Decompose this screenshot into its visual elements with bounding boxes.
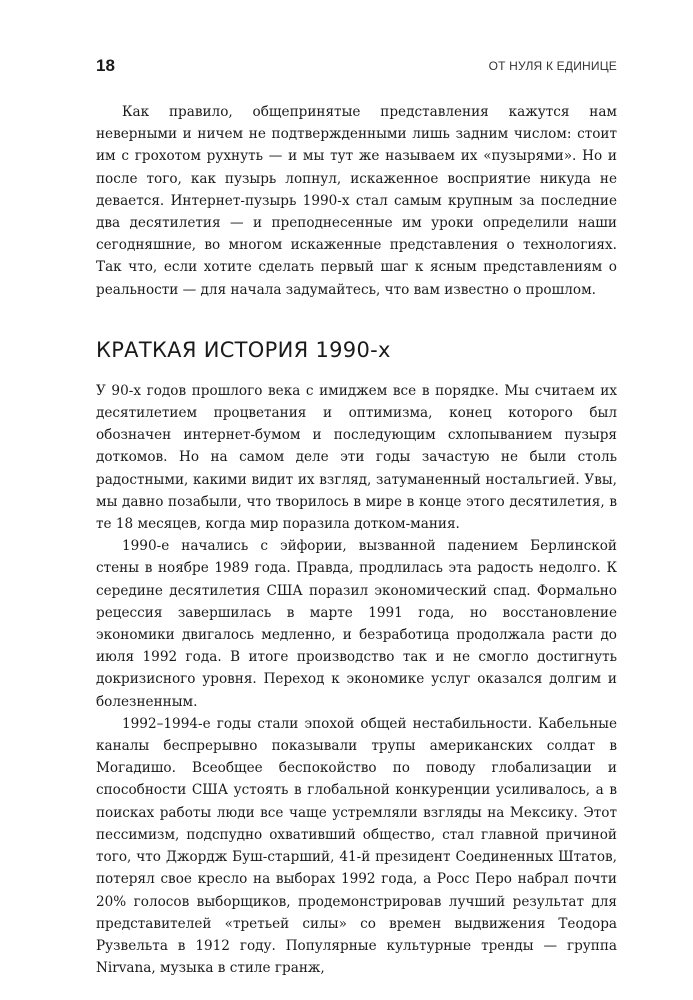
page-header [96, 50, 617, 80]
section-heading: КРАТКАЯ ИСТОРИЯ 1990-х [96, 337, 391, 362]
page-number: 18 [96, 56, 115, 75]
section-paragraph-2: 1990-е начались с эйфории, вызванной падением Берлинской стены в ноябре 1989 года. Правда, продлилась эта радость недолго. К середине десятилетия США поразил экономический спад. Формально рецессия завершилась в марте 1991 года, но восстановление экономики двигалось медленно, и безработица продолжала расти до июля 1992 года. В итоге производство так и не смогло достигнуть докризисного уровня. Переход к экономике услуг оказался долгим и болезненным. [96, 538, 617, 710]
section-paragraph-3: 1992–1994-е годы стали эпохой общей нестабильности. Кабельные каналы беспрерывно показывали трупы американских солдат в Могадишо. Всеобщее беспокойство по поводу глобализации и способности США устоять в глобальной конкуренции усиливалось, а в поисках работы люди все чаще устремляли взгляды на Мексику. Этот пессимизм, подспудно охвативший общество, стал главной причиной того, что Джордж Буш-старший, 41-й президент Соединенных Штатов, потерял свое кресло на выборах 1992 года, а Росс Перо набрал почти 20% голосов выборщиков, продемонстрировав лучший результат для представителей «третьей силы» со времен выдвижения Теодора Рузвельта в 1912 году. Популярные культурные тренды — группа Nirvana, музыка в стиле гранж, [96, 715, 617, 977]
page-body [96, 101, 617, 979]
running-title: ОТ НУЛЯ К ЕДИНИЦЕ [488, 59, 617, 73]
intro-paragraph: Как правило, общепринятые представления кажутся нам неверными и ничем не подтвержденными лишь задним числом: стоит им с грохотом рухнуть — и мы тут же называем их «пузырями». Но и после того, как пузырь лопнул, искаженное восприятие никуда не девается. Интернет-пузырь 1990-х стал самым крупным за последние два десятилетия — и преподнесенные им уроки определили наши сегодняшние, во многом искаженные представления о технологиях. Так что, если хотите сделать первый шаг к ясным представлениям о реальности — для начала задумайтесь, что вам известно о прошлом. [96, 104, 617, 298]
section-paragraph-1: У 90-х годов прошлого века с имиджем все в порядке. Мы считаем их десятилетием процветания и оптимизма, конец которого был обозначен интернет-бумом и последующим схлопыванием пузыря доткомов. Но на самом деле эти годы зачастую не были столь радостными, какими видит их взгляд, затуманенный ностальгией. Увы, мы давно позабыли, что творилось в мире в конце этого десятилетия, в те 18 месяцев, когда мир поразила дотком-мания. [96, 382, 617, 533]
